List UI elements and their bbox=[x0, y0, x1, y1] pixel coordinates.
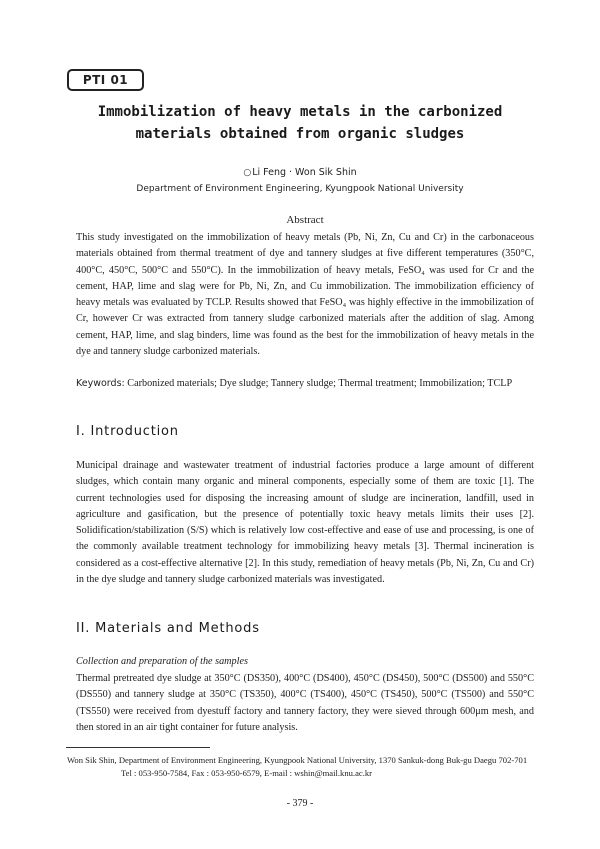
session-badge: PTI 01 bbox=[67, 69, 144, 91]
footnote-author-address: Won Sik Shin, Department of Environment Engineering, Kyungpook National University, 1370 Sankuk-dong Buk-gu Daegu 702-701 bbox=[67, 755, 528, 765]
keywords-list: Carbonized materials; Dye sludge; Tannery sludge; Thermal treatment; Immobilization; TCLP bbox=[124, 378, 513, 389]
author-line bbox=[0, 167, 600, 178]
section-heading-introduction: I. Introduction bbox=[76, 424, 179, 439]
abstract-heading: Abstract bbox=[286, 214, 324, 226]
subsection-heading: Collection and preparation of the samples bbox=[76, 656, 248, 667]
author-names: Li Feng · Won Sik Shin bbox=[252, 167, 357, 178]
introduction-body: Municipal drainage and wastewater treatment of industrial factories produce a large amount of different sludges, which contain many organic and mineral components, especially some of them are toxic [1]. The current technologies used for disposing the increasing amount of sludge are incineration, landfill, used in agriculture and gasification, but the presence of potentially toxic heavy metals limits their uses [2]. Solidification/stabilization (S/S) which is relatively low cost-effective and ease of use and processing, is one of the commonly available treatment technology for immobilizing heavy metals [3]. Thermal incineration is considered as a cost-effective alternative [2]. In this study, remediation of heavy metals (Pb, Ni, Zn, Cu and Cr) in the dye sludge and tannery sludge carbonized materials was investigated. bbox=[76, 460, 534, 586]
abstract-body: This study investigated on the immobilization of heavy metals (Pb, Ni, Zn, Cu and Cr) in the carbonaceous materials obtained from thermal treatment of dye and tannery sludges at five different temperatures (350°C, 400°C, 450°C, 500°C and 550°C). In the immobilization of heavy metals, FeSO₄ was used for Cr and the cement, HAP, lime and slag were for Pb, Ni, Zn, and Cu immobilization. The immobilization efficiency of heavy metals was evaluated by TCLP. Results showed that FeSO₄ was highly effective in the immobilization of Cr, however Cr was extracted from tannery sludge carbonized materials after the addition of slag. Among cement, HAP, lime, and slag binders, lime was found as the best for the immobilization of heavy metals in the dye and tannery sludge carbonized materials. bbox=[76, 232, 534, 358]
affiliation: Department of Environment Engineering, Kyungpook National University bbox=[136, 184, 464, 194]
presenter-marker: ○ bbox=[243, 168, 252, 178]
page-number: - 379 - bbox=[286, 798, 314, 809]
title-line-2: materials obtained from organic sludges bbox=[135, 126, 465, 142]
materials-methods-body: Thermal pretreated dye sludge at 350°C (DS350), 400°C (DS400), 450°C (DS450), 500°C (DS500) and 550°C (DS550) and tannery sludge at 350°C (TS350), 400°C (TS400), 450°C (TS450), 500°C (TS500) and 550°C (TS550) were received from dyestuff factory and tannery factory, they were sieved through 600μm mesh, and then stored in an air tight container for future analysis. bbox=[76, 673, 534, 733]
paper-title bbox=[60, 101, 540, 145]
footnote-divider bbox=[66, 747, 210, 748]
section-heading-materials-methods: II. Materials and Methods bbox=[76, 621, 260, 636]
title-line-1: Immobilization of heavy metals in the carbonized bbox=[97, 104, 503, 120]
keywords bbox=[76, 376, 534, 392]
footnote-contact: Tel : 053-950-7584, Fax : 053-950-6579, E-mail : wshin@mail.knu.ac.kr bbox=[121, 768, 373, 778]
keywords-label: Keywords: bbox=[76, 378, 125, 389]
